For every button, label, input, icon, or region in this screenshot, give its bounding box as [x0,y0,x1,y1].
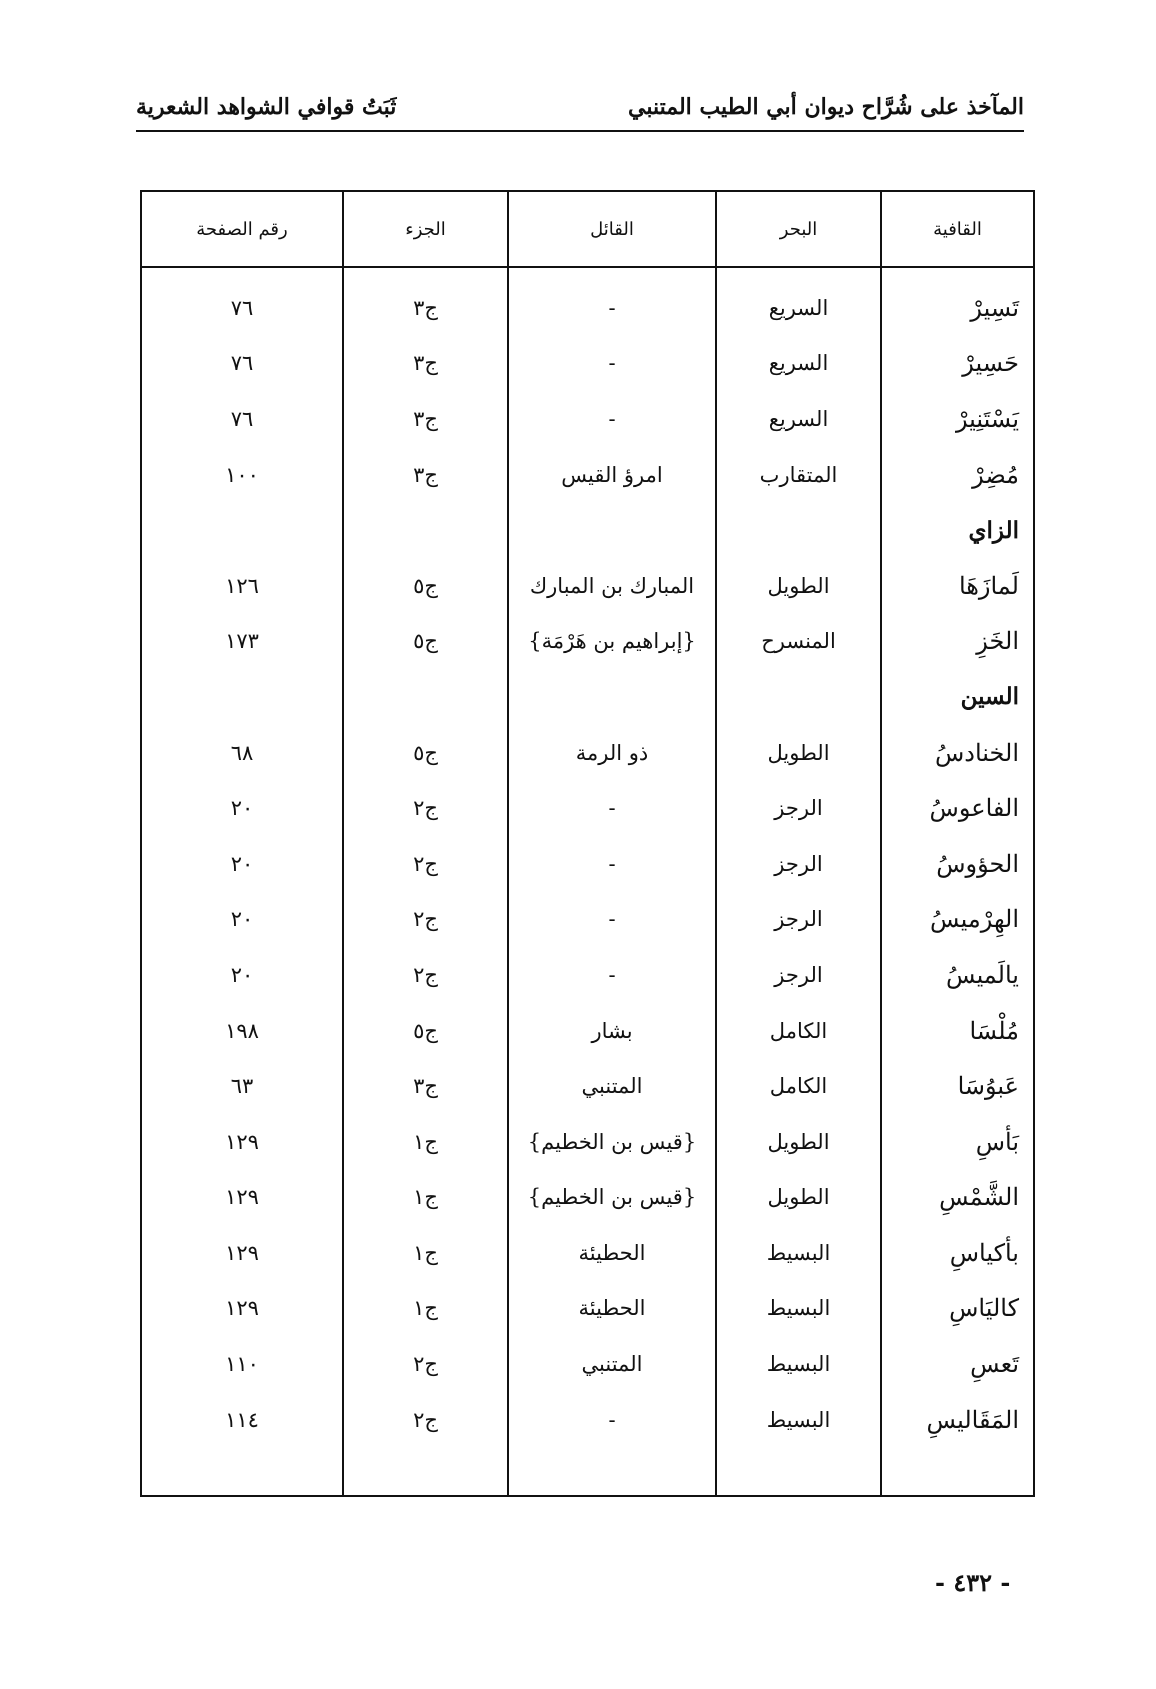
meter-cell: الطويل [716,1170,881,1226]
part-cell: ج١ [343,1114,508,1170]
poet-cell: الحطيئة [508,1281,716,1337]
part-cell: ج٢ [343,1392,508,1448]
meter-cell: السريع [716,391,881,447]
header-rhyme: القافية [881,191,1034,267]
table-tail-row [141,1447,1034,1496]
table-row [141,1058,1034,1114]
part-cell: ج٥ [343,558,508,614]
page-number: - ٤٣٢ - [935,1568,1011,1597]
table-row [141,1281,1034,1337]
rhyme-cell: كاليَاسِ [881,1281,1034,1337]
page-cell: ٧٦ [141,280,343,336]
table-row [141,1114,1034,1170]
page-cell: ١٢٩ [141,1114,343,1170]
rhyme-cell: حَسِيرْ [881,336,1034,392]
part-cell: ج٢ [343,892,508,948]
table-row [141,336,1034,392]
rhyme-cell: الفاعوسُ [881,780,1034,836]
empty-cell [141,669,343,725]
rhyme-cell: الحؤوسُ [881,836,1034,892]
table-row [141,836,1034,892]
header-poet: القائل [508,191,716,267]
page-cell: ٢٠ [141,780,343,836]
page-cell: ٧٦ [141,336,343,392]
meter-cell: السريع [716,280,881,336]
page-cell: ١١٤ [141,1392,343,1448]
empty-cell [343,1447,508,1496]
table-row [141,1392,1034,1448]
part-cell: ج٢ [343,836,508,892]
meter-cell: الطويل [716,558,881,614]
table-row [141,614,1034,670]
section-heading-row [141,502,1034,558]
meter-cell: السريع [716,336,881,392]
empty-cell [343,502,508,558]
meter-cell: البسيط [716,1281,881,1337]
rhyme-cell: يَسْتَنِيرْ [881,391,1034,447]
poet-cell: - [508,1392,716,1448]
poet-cell: - [508,947,716,1003]
empty-cell [508,502,716,558]
header-page: رقم الصفحة [141,191,343,267]
poet-cell: المتنبي [508,1058,716,1114]
page-cell: ٦٣ [141,1058,343,1114]
poet-cell: المبارك بن المبارك [508,558,716,614]
meter-cell: الطويل [716,1114,881,1170]
table-row [141,558,1034,614]
page-cell: ١٢٩ [141,1281,343,1337]
part-cell: ج١ [343,1225,508,1281]
page-cell: ١٠٠ [141,447,343,503]
part-cell: ج١ [343,1170,508,1226]
meter-cell: الرجز [716,836,881,892]
section-heading: الزاي [881,502,1034,558]
part-cell: ج٥ [343,614,508,670]
poet-cell: - [508,836,716,892]
poet-cell: الحطيئة [508,1225,716,1281]
running-head [136,84,1024,132]
part-cell: ج٣ [343,391,508,447]
table-row [141,780,1034,836]
poet-cell: {قيس بن الخطيم} [508,1170,716,1226]
meter-cell: المنسرح [716,614,881,670]
header-meter: البحر [716,191,881,267]
empty-cell [343,669,508,725]
rhyme-cell: لَمازَهَا [881,558,1034,614]
empty-cell [716,502,881,558]
rhymes-index-table [140,190,1035,1497]
rhyme-cell: بَأسِ [881,1114,1034,1170]
meter-cell: البسيط [716,1336,881,1392]
part-cell: ج٣ [343,447,508,503]
empty-cell [141,502,343,558]
empty-cell [881,1447,1034,1496]
part-cell: ج٢ [343,947,508,1003]
table-row [141,1170,1034,1226]
poet-cell: {إبراهيم بن هَرْمَة} [508,614,716,670]
page-cell: ٦٨ [141,725,343,781]
rhyme-cell: تَسِيرْ [881,280,1034,336]
empty-cell [508,669,716,725]
rhyme-cell: يالَميسُ [881,947,1034,1003]
table-row [141,391,1034,447]
meter-cell: الرجز [716,947,881,1003]
rhyme-cell: الخنادسُ [881,725,1034,781]
table-row [141,725,1034,781]
part-cell: ج٥ [343,725,508,781]
rhyme-cell: مُلْسَا [881,1003,1034,1059]
page-cell: ١٢٩ [141,1170,343,1226]
page-cell: ٢٠ [141,892,343,948]
meter-cell: المتقارب [716,447,881,503]
table-row [141,947,1034,1003]
book-title: المآخذ على شُرَّاح ديوان أبي الطيب المتنبي [628,94,1024,120]
poet-cell: بشار [508,1003,716,1059]
page-cell: ١٢٩ [141,1225,343,1281]
empty-cell [716,1447,881,1496]
table-body [141,267,1034,1496]
part-cell: ج١ [343,1281,508,1337]
poet-cell: - [508,391,716,447]
section-heading-row [141,669,1034,725]
poet-cell: - [508,336,716,392]
page-cell: ٢٠ [141,947,343,1003]
rhyme-cell: الهِرْميسُ [881,892,1034,948]
section-heading: السين [881,669,1034,725]
table-header-row [141,191,1034,267]
rhyme-cell: الشَّمْسِ [881,1170,1034,1226]
part-cell: ج٥ [343,1003,508,1059]
poet-cell: - [508,280,716,336]
poet-cell: امرؤ القيس [508,447,716,503]
empty-cell [716,669,881,725]
header-part: الجزء [343,191,508,267]
meter-cell: الطويل [716,725,881,781]
table-row [141,447,1034,503]
empty-cell [141,1447,343,1496]
empty-cell [508,1447,716,1496]
poet-cell: {قيس بن الخطيم} [508,1114,716,1170]
poet-cell: المتنبي [508,1336,716,1392]
page-cell: ١٢٦ [141,558,343,614]
rhyme-cell: الخَزِ [881,614,1034,670]
rhyme-cell: عَبوُسَا [881,1058,1034,1114]
table-row [141,280,1034,336]
table-spacer-row [141,267,1034,280]
meter-cell: البسيط [716,1392,881,1448]
part-cell: ج٣ [343,336,508,392]
page-cell: ٢٠ [141,836,343,892]
meter-cell: الكامل [716,1003,881,1059]
part-cell: ج٣ [343,1058,508,1114]
page-cell: ١١٠ [141,1336,343,1392]
poet-cell: - [508,780,716,836]
section-title: ثَبَتُ قوافي الشواهد الشعرية [136,94,397,120]
poet-cell: ذو الرمة [508,725,716,781]
page-cell: ١٧٣ [141,614,343,670]
table-row [141,1003,1034,1059]
rhyme-cell: مُضِرْ [881,447,1034,503]
table-row [141,1336,1034,1392]
part-cell: ج٣ [343,280,508,336]
table-row [141,892,1034,948]
part-cell: ج٢ [343,1336,508,1392]
meter-cell: البسيط [716,1225,881,1281]
page-cell: ١٩٨ [141,1003,343,1059]
rhyme-cell: تَعسِ [881,1336,1034,1392]
rhyme-cell: المَقَاليسِ [881,1392,1034,1448]
table-row [141,1225,1034,1281]
poet-cell: - [508,892,716,948]
meter-cell: الرجز [716,780,881,836]
meter-cell: الرجز [716,892,881,948]
meter-cell: الكامل [716,1058,881,1114]
part-cell: ج٢ [343,780,508,836]
page-cell: ٧٦ [141,391,343,447]
rhyme-cell: بأكياسِ [881,1225,1034,1281]
